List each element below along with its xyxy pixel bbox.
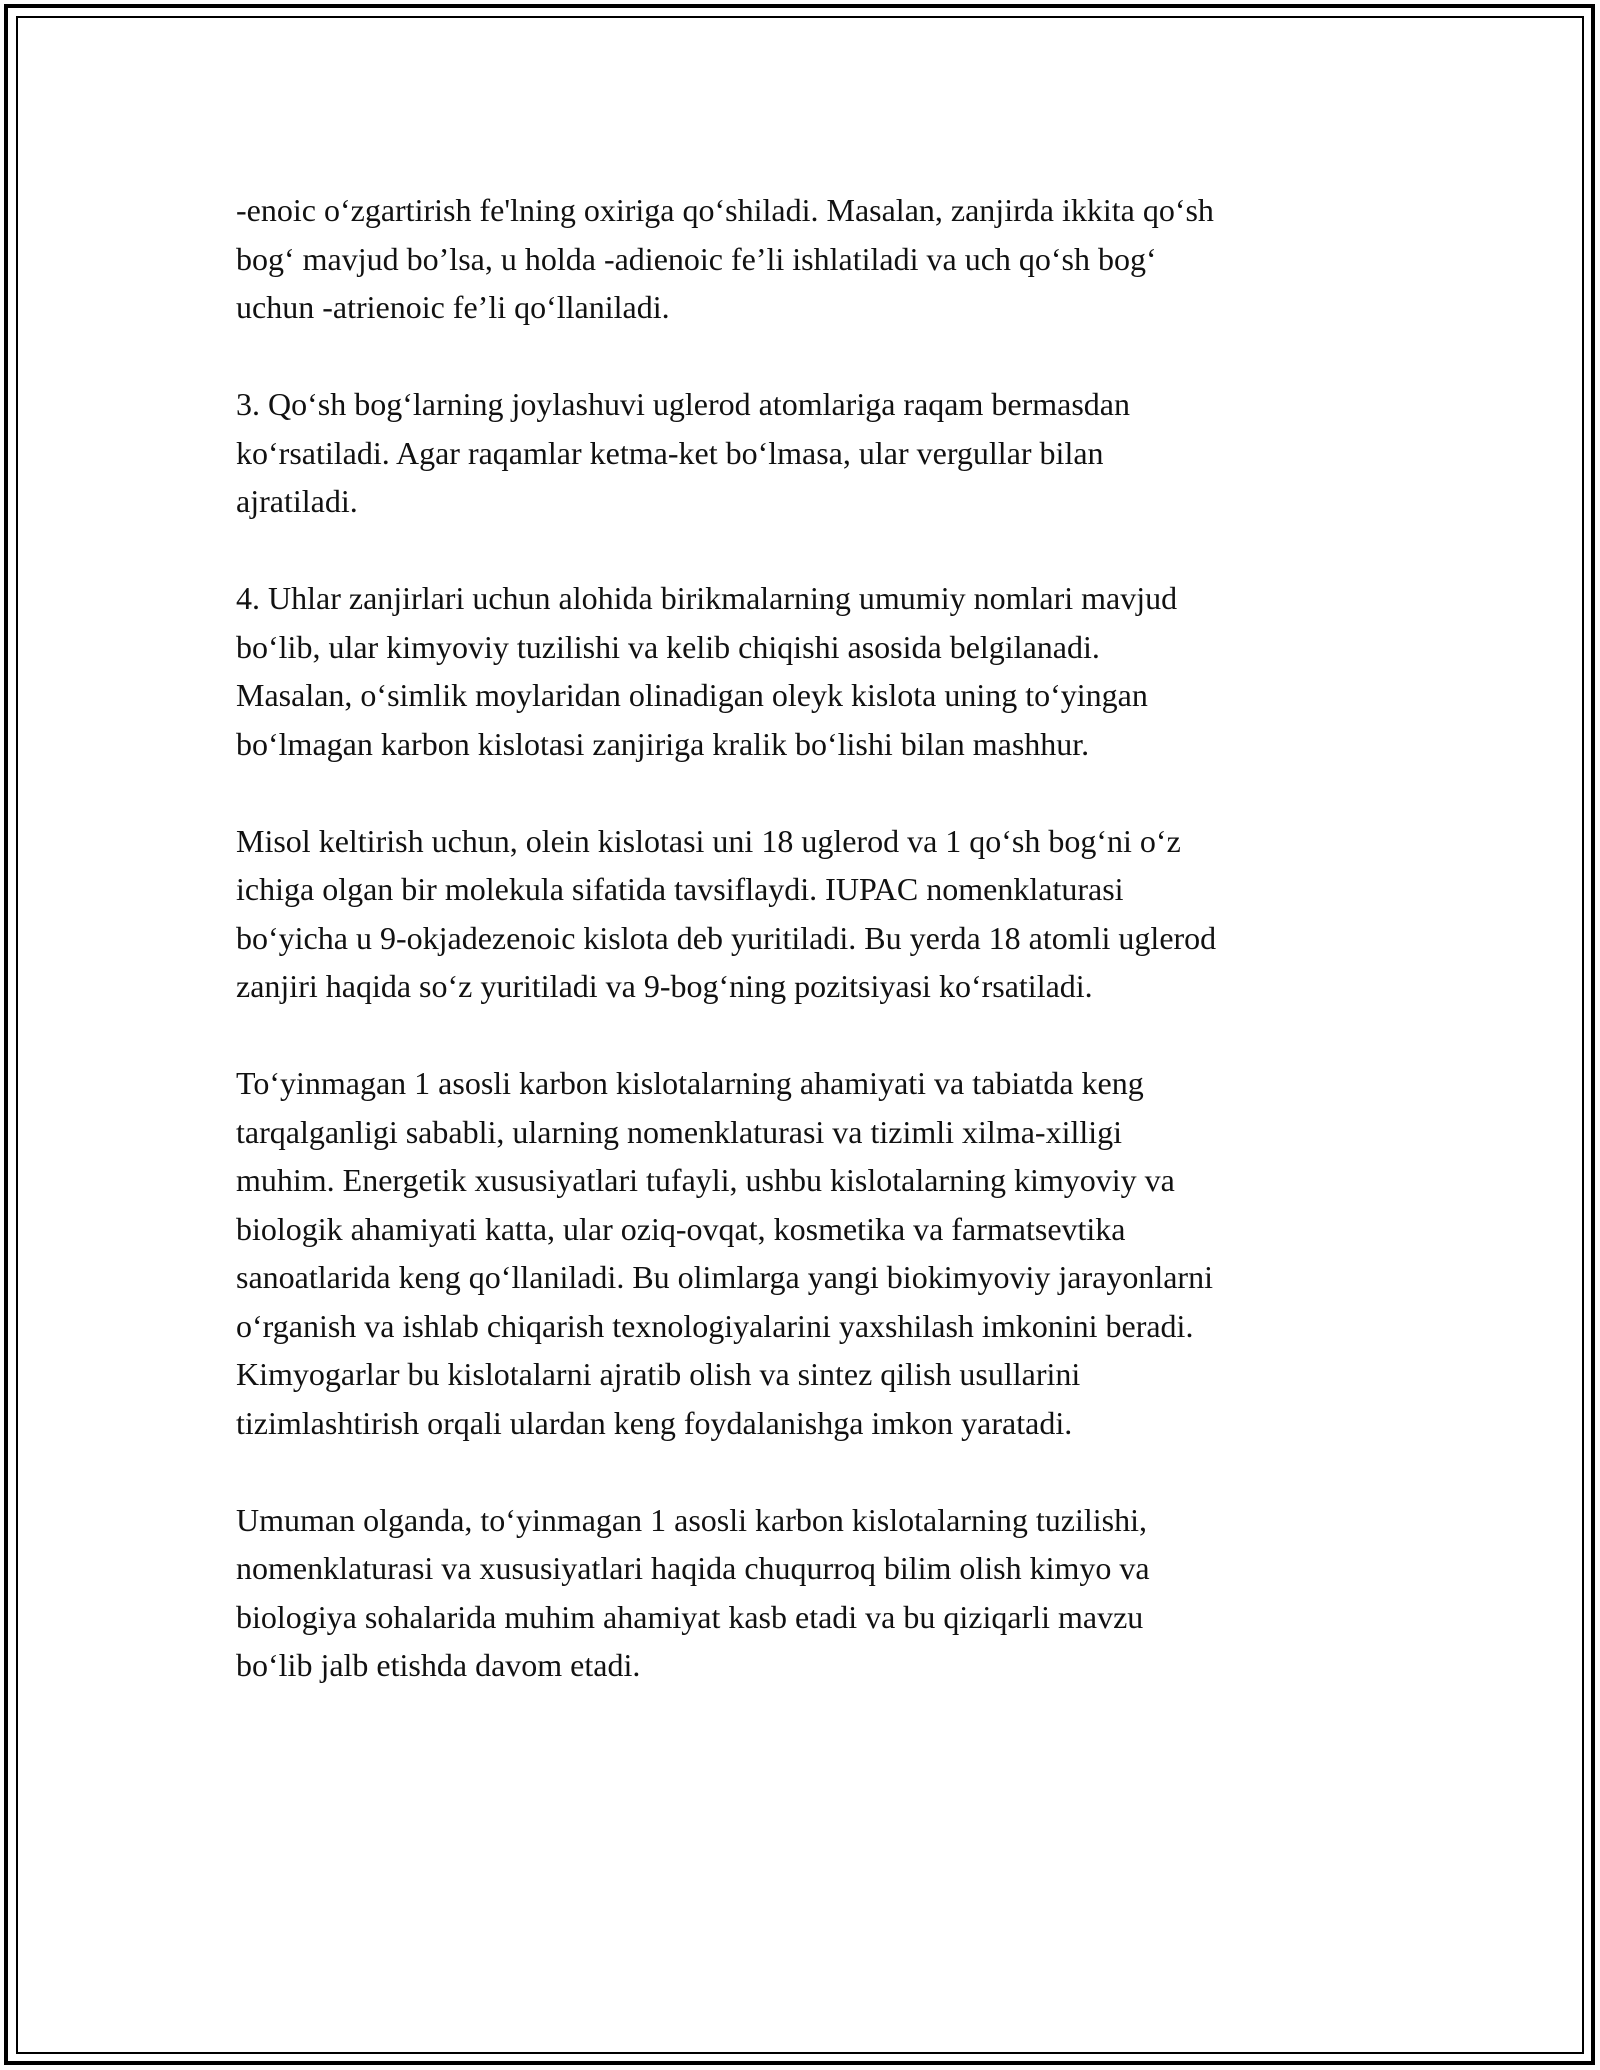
document-body <box>236 186 1366 1738</box>
paragraph-rule-4: 4. Uhlar zanjirlari uchun alohida birikmalarning umumiy nomlari mavjud bo‘lib, ular kimyoviy tuzilishi va kelib chiqishi asosida belgilanadi. Masalan, o‘simlik moylaridan olinadigan oleyk kislota uning to‘yingan bo‘lmagan karbon kislotasi zanjiriga kralik bo‘lishi bilan mashhur. <box>236 580 1178 762</box>
paragraph-conclusion: Umuman olganda, to‘yinmagan 1 asosli karbon kislotalarning tuzilishi, nomenklaturasi va xususiyatlari haqida chuqurroq bilim olish kimyo va biologiya sohalarida muhim ahamiyat kasb etadi va bu qiziqarli mavzu bo‘lib jalb etishda davom etadi. <box>236 1501 1150 1683</box>
paragraph-significance: To‘yinmagan 1 asosli karbon kislotalarning ahamiyati va tabiatda keng tarqalganligi sababli, ularning nomenklaturasi va tizimli xilma-xilligi muhim. Energetik xususiyatlari tufayli, ushbu kislotalarning kimyoviy va biologik ahamiyati katta, ular oziq-ovqat, kosmetika va farmatsevtika sanoatlarida keng qo‘llaniladi. Bu olimlarga yangi biokimyoviy jarayonlarni o‘rganish va ishlab chiqarish texnologiyalarini yaxshilash imkonini beradi. Kimyogarlar bu kislotalarni ajratib olish va sintez qilish usullarini tizimlashtirish orqali ulardan keng foydalanishga imkon yaratadi. <box>236 1065 1213 1441</box>
paragraph-rule-3: 3. Qo‘sh bog‘larning joylashuvi uglerod atomlariga raqam bermasdan ko‘rsatiladi. Agar raqamlar ketma-ket bo‘lmasa, ular vergullar bilan ajratiladi. <box>236 386 1130 519</box>
paragraph-example: Misol keltirish uchun, olein kislotasi uni 18 uglerod va 1 qo‘sh bog‘ni o‘z ichiga olgan bir molekula sifatida tavsiflaydi. IUPAC nomenklaturasi bo‘yicha u 9-okjadezenoic kislota deb yuritiladi. Bu yerda 18 atomli uglerod zanjiri haqida so‘z yuritiladi va 9-bog‘ning pozitsiyasi ko‘rsatiladi. <box>236 822 1217 1004</box>
paragraph-suffix-rules: -enoic o‘zgartirish fe'lning oxiriga qo‘shiladi. Masalan, zanjirda ikkita qo‘sh bog‘ mavjud bo’lsa, u holda -adienoic fe’li ishlatiladi va uch qo‘sh bog‘ uchun -atrienoic fe’li qo‘llaniladi. <box>236 192 1214 325</box>
